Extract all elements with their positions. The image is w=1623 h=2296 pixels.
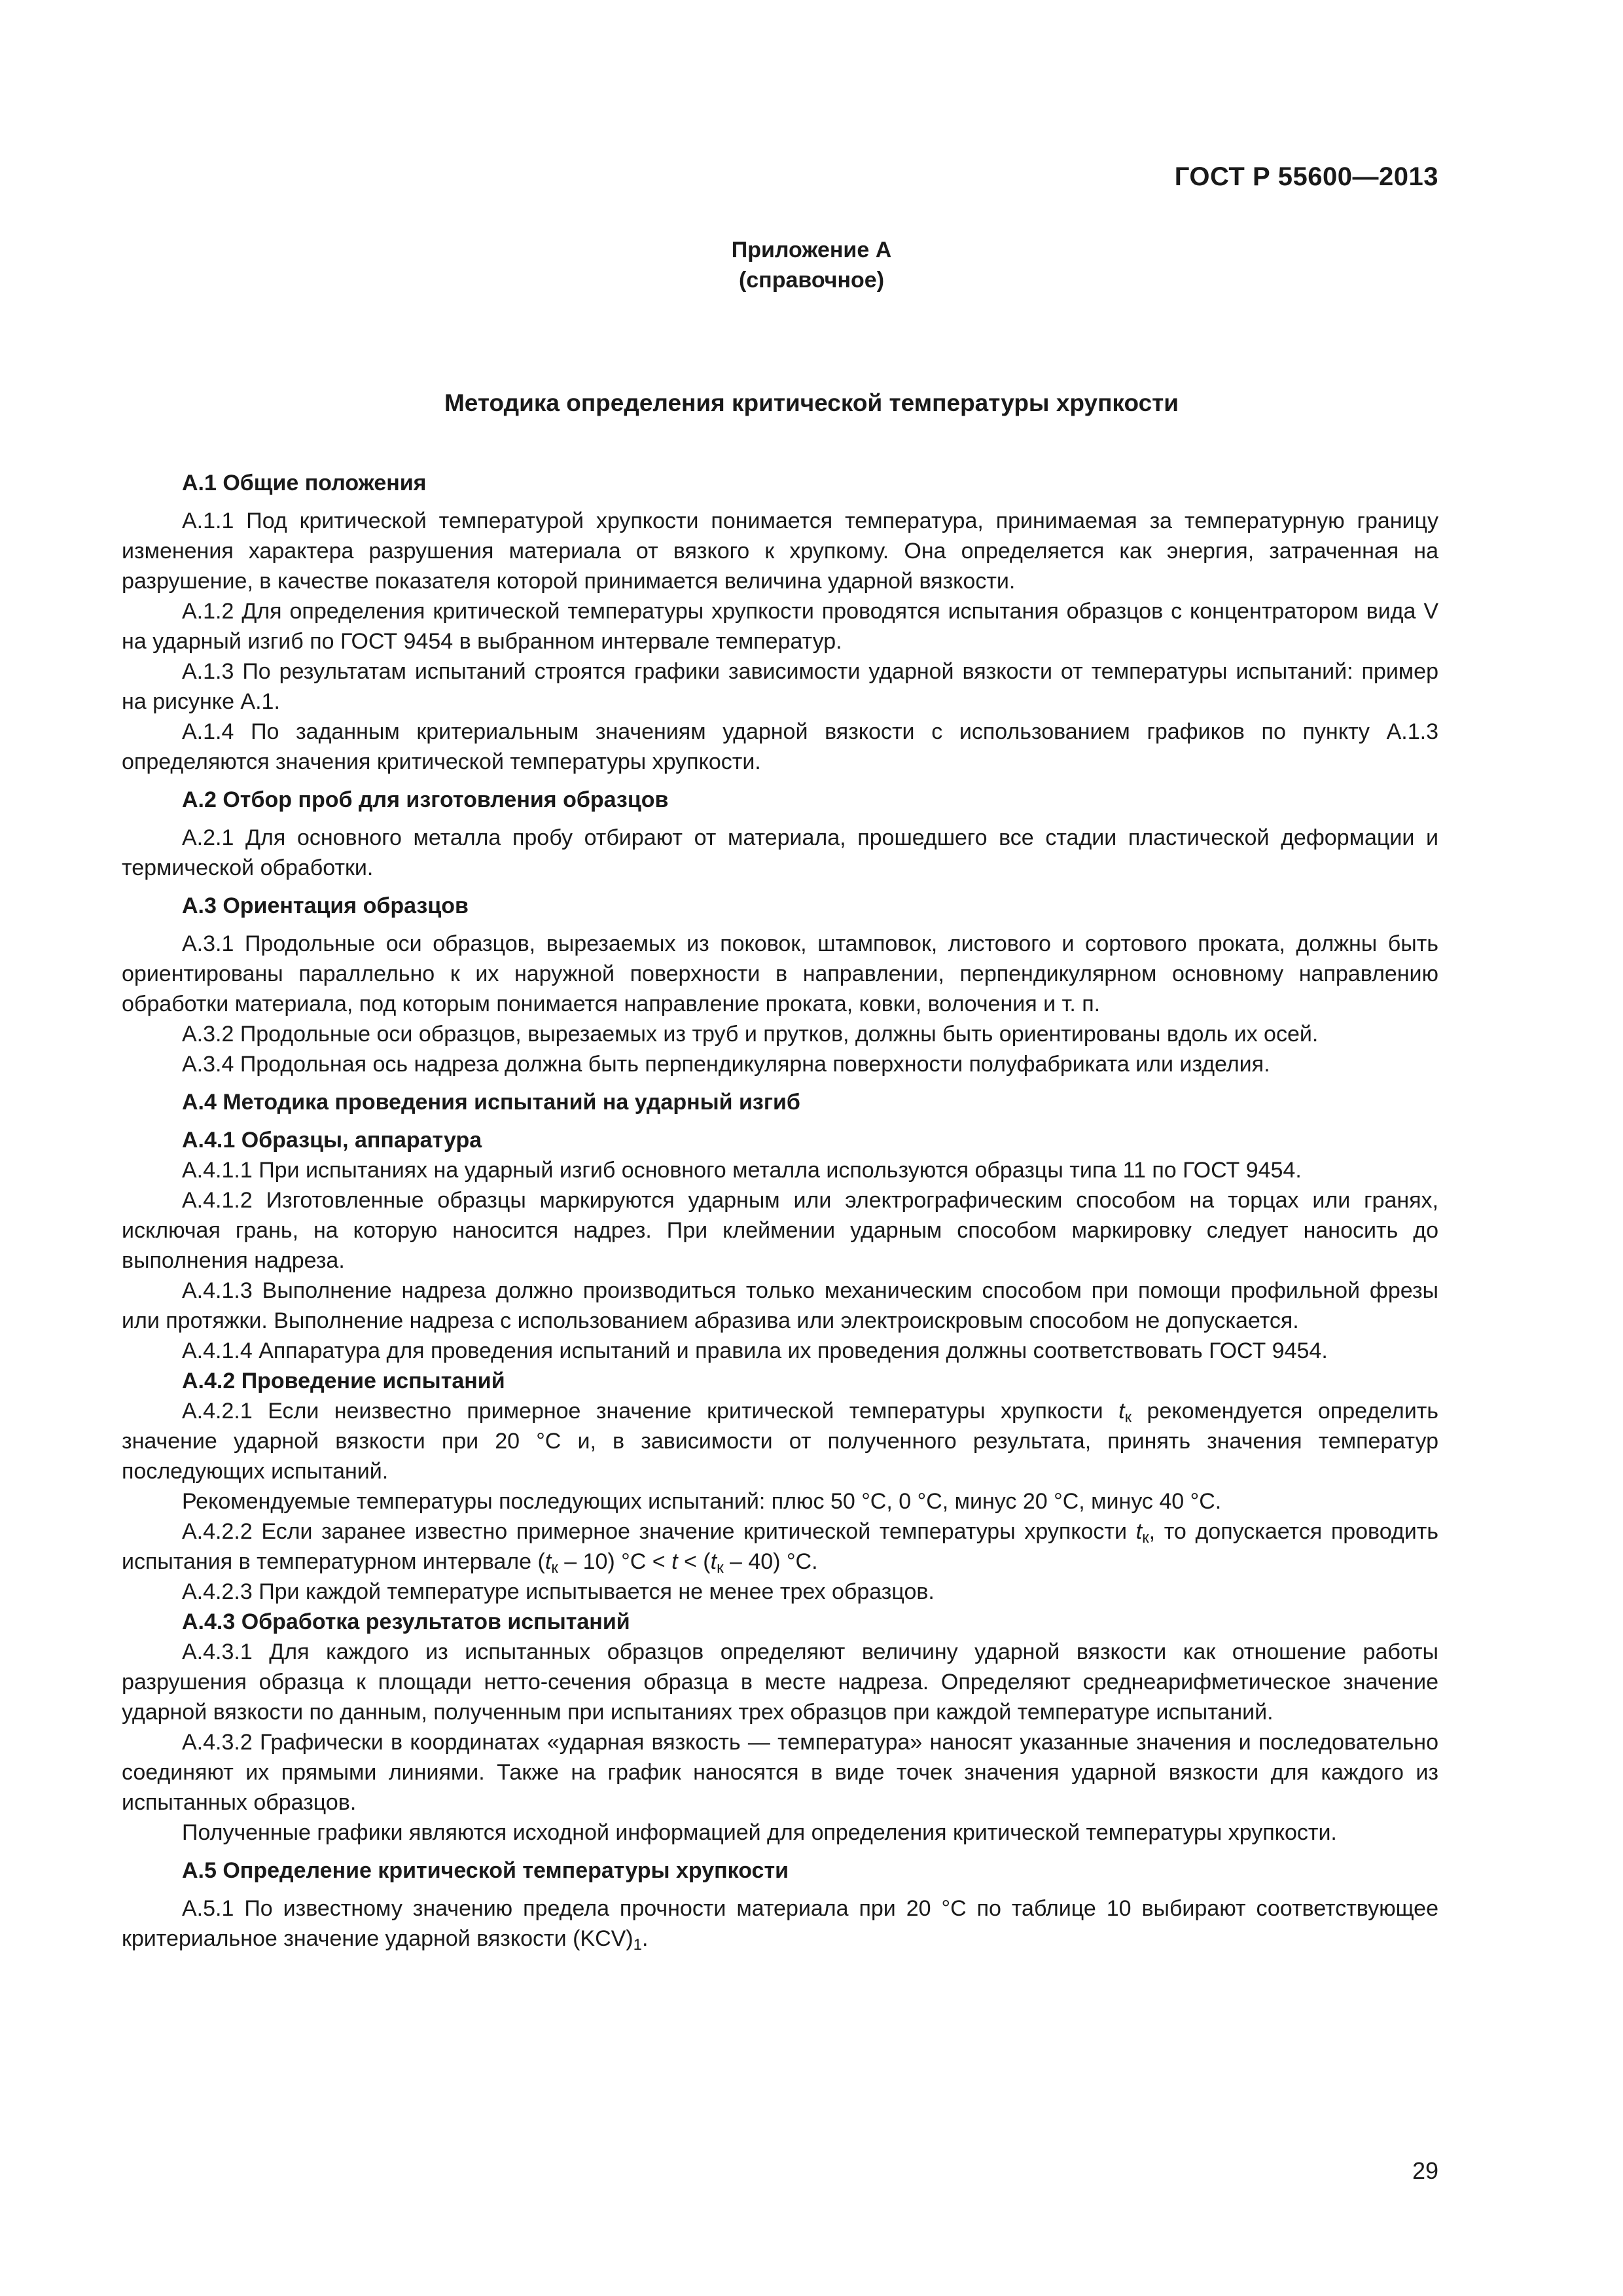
text-run: .	[641, 1926, 649, 1951]
paragraph-a-3-1: А.3.1 Продольные оси образцов, вырезаемых из поковок, штамповок, листового и сортового проката, должны быть ориентированы параллельно к их наружной поверхности в направлении, перпендикулярном основному направлению обработки материала, под которым понимается направление проката, ковки, волочения и т. п.	[122, 931, 1438, 1016]
section-heading-a3: А.3 Ориентация образцов	[182, 893, 469, 918]
text-run: < (	[677, 1549, 711, 1574]
subsection-heading-a4-1: А.4.1 Образцы, аппаратура	[182, 1128, 482, 1153]
paragraph-a-2-1: А.2.1 Для основного металла пробу отбирают от материала, прошедшего все стадии пластической деформации и термической обработки.	[122, 825, 1438, 880]
symbol-t: t	[1118, 1399, 1125, 1424]
page-number: 29	[1412, 2157, 1438, 2184]
paragraph-graphs-source: Полученные графики являются исходной информацией для определения критической температуры хрупкости.	[182, 1820, 1337, 1845]
paragraph-a-4-1-4: А.4.1.4 Аппаратура для проведения испытаний и правила их проведения должны соответствовать ГОСТ 9454.	[182, 1338, 1328, 1363]
paragraph-a-3-2: А.3.2 Продольные оси образцов, вырезаемых из труб и прутков, должны быть ориентированы вдоль их осей.	[182, 1022, 1319, 1047]
section-heading-a5: А.5 Определение критической температуры хрупкости	[182, 1858, 789, 1883]
paragraph-a-4-1-2: А.4.1.2 Изготовленные образцы маркируются ударным или электрографическим способом на торцах или гранях, исключая грань, на которую наносится надрез. При клеймении ударным способом маркировку следует наносить до выполнения надреза.	[122, 1188, 1438, 1273]
document-body	[122, 468, 1438, 1954]
paragraph-a-1-4: А.1.4 По заданным критериальным значениям ударной вязкости с использованием графиков по пункту А.1.3 определяются значения критической температуры хрупкости.	[122, 719, 1438, 774]
text-run: рекомендуется определить значение ударной вязкости при 20 °С и, в зависимости от полученного результата, принять значения температур последующих испытаний.	[122, 1399, 1438, 1484]
subscript-k: к	[551, 1559, 558, 1577]
section-heading-a2: А.2 Отбор проб для изготовления образцов	[182, 787, 669, 812]
paragraph-a-4-3-2: А.4.3.2 Графически в координатах «ударная вязкость — температура» наносят указанные значения и последовательно соединяют их прямыми линиями. Также на график наносятся в виде точек значения ударной вязкости для каждого из испытанных образцов.	[122, 1730, 1438, 1815]
section-heading-a1: А.1 Общие положения	[182, 471, 427, 495]
symbol-t: t	[671, 1549, 678, 1574]
paragraph-a-4-1-1: А.4.1.1 При испытаниях на ударный изгиб основного металла используются образцы типа 11 по ГОСТ 9454.	[182, 1158, 1302, 1183]
subscript-k: к	[1124, 1408, 1132, 1426]
paragraph-a-4-2-1	[122, 1396, 1438, 1486]
paragraph-recommended-temperatures: Рекомендуемые температуры последующих испытаний: плюс 50 °С, 0 °С, минус 20 °С, минус 40 °С.	[182, 1489, 1222, 1514]
text-run: – 10) °С <	[558, 1549, 672, 1574]
paragraph-a-1-3: А.1.3 По результатам испытаний строятся графики зависимости ударной вязкости от температуры испытаний: пример на рисунке А.1.	[122, 659, 1438, 714]
page-title: Методика определения критической температуры хрупкости	[444, 389, 1179, 416]
paragraph-a-3-4: А.3.4 Продольная ось надреза должна быть перпендикулярна поверхности полуфабриката или изделия.	[182, 1052, 1270, 1077]
symbol-t: t	[1135, 1519, 1143, 1544]
text-run: – 40) °С.	[723, 1549, 818, 1574]
paragraph-a-4-3-1: А.4.3.1 Для каждого из испытанных образцов определяют величину ударной вязкости как отношение работы разрушения образца к площади нетто-сечения образца в месте надреза. Определяют среднеарифметическое значение ударной вязкости по данным, полученным при испытаниях трех образцов при каждой температуре испытаний.	[122, 1640, 1438, 1725]
symbol-t: t	[710, 1549, 717, 1574]
subscript-k: к	[1142, 1529, 1149, 1547]
paragraph-a-4-1-3: А.4.1.3 Выполнение надреза должно производиться только механическим способом при помощи профильной фрезы или протяжки. Выполнение надреза с использованием абразива или электроискровым способом не допускается.	[122, 1278, 1438, 1333]
paragraph-a-5-1	[122, 1893, 1438, 1954]
symbol-t: t	[544, 1549, 552, 1574]
paragraph-a-1-1: А.1.1 Под критической температурой хрупкости понимается температура, принимаемая за температурную границу изменения характера разрушения материала от вязкого к хрупкому. Она определяется как энергия, затраченная на разрушение, в качестве показателя которой принимается величина ударной вязкости.	[122, 509, 1438, 594]
document-code: ГОСТ Р 55600—2013	[1174, 162, 1438, 191]
appendix-type: (справочное)	[738, 268, 885, 293]
section-heading-a4: А.4 Методика проведения испытаний на ударный изгиб	[182, 1090, 800, 1115]
subsection-heading-a4-3: А.4.3 Обработка результатов испытаний	[182, 1609, 630, 1634]
text-run: А.4.2.2 Если заранее известно примерное значение критической температуры хрупкости	[182, 1519, 1136, 1544]
appendix-label: Приложение А	[731, 238, 892, 262]
text-run: А.4.2.1 Если неизвестно примерное значение критической температуры хрупкости	[182, 1399, 1119, 1424]
subsection-heading-a4-2: А.4.2 Проведение испытаний	[182, 1369, 505, 1393]
paragraph-a-1-2: А.1.2 Для определения критической температуры хрупкости проводятся испытания образцов с концентратором вида V на ударный изгиб по ГОСТ 9454 в выбранном интервале температур.	[122, 599, 1438, 654]
subscript-1: 1	[633, 1936, 642, 1954]
subscript-k: к	[717, 1559, 724, 1577]
paragraph-a-4-2-3: А.4.2.3 При каждой температуре испытывается не менее трех образцов.	[182, 1579, 935, 1604]
text-run: А.5.1 По известному значению предела прочности материала при 20 °С по таблице 10 выбирают соответствующее критериальное значение ударной вязкости (KCV)	[122, 1896, 1438, 1951]
text-run: , то допускается проводить испытания в температурном интервале (	[122, 1519, 1439, 1574]
paragraph-a-4-2-2	[122, 1516, 1438, 1577]
